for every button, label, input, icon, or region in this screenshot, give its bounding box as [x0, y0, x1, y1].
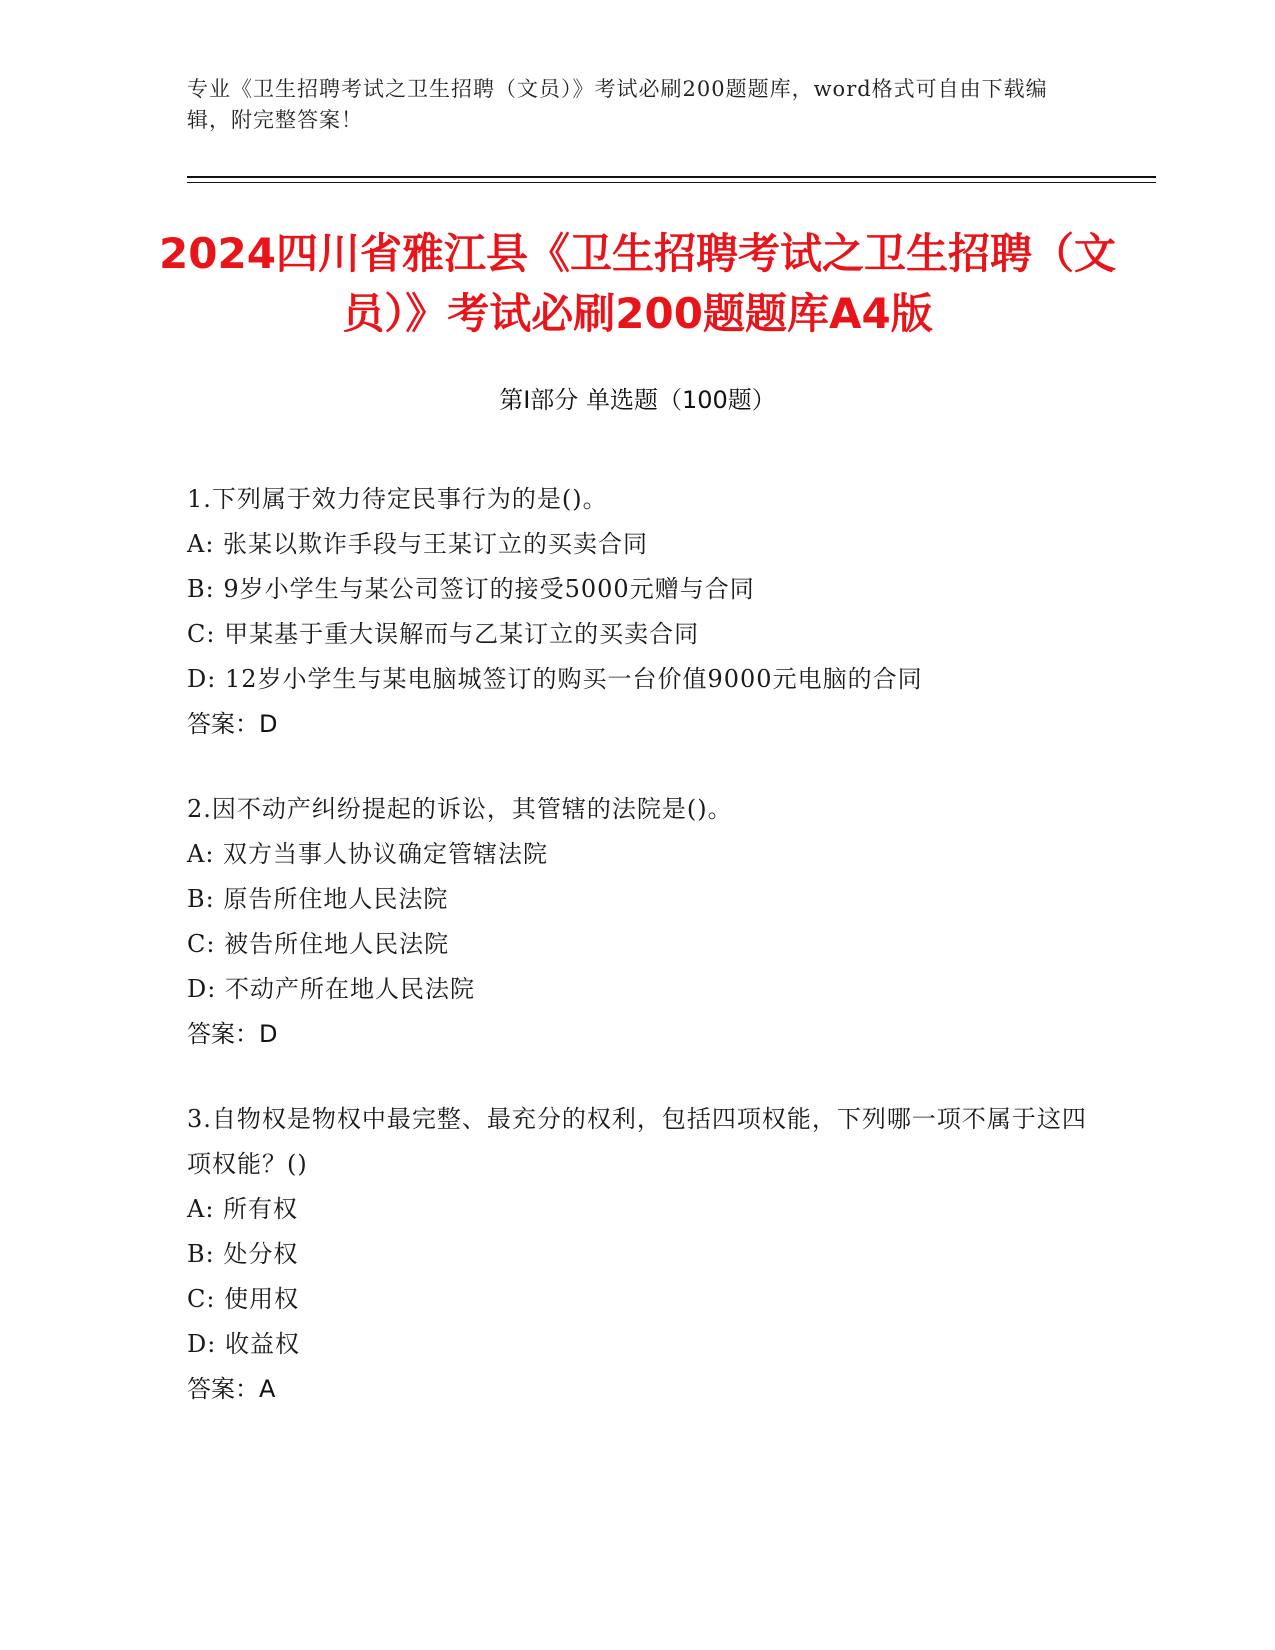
option-a: A: 双方当事人协议确定管辖法院 — [187, 840, 549, 868]
option-b: B: 原告所住地人民法院 — [187, 885, 449, 913]
option-a: A: 所有权 — [187, 1195, 299, 1223]
option-b: B: 9岁小学生与某公司签订的接受5000元赠与合同 — [187, 575, 755, 603]
section-heading: 第I部分 单选题（100题） — [499, 386, 776, 414]
answer-line: 答案：D — [187, 710, 278, 738]
option-a: A: 张某以欺诈手段与王某订立的买卖合同 — [187, 530, 649, 558]
question-3 — [187, 1097, 1087, 1412]
option-c: C: 使用权 — [187, 1285, 300, 1313]
option-c: C: 被告所住地人民法院 — [187, 930, 450, 958]
document-intro: 专业《卫生招聘考试之卫生招聘（文员）》考试必刷200题题库，word格式可自由下载编辑，附完整答案！ — [187, 77, 1048, 132]
option-d: D: 12岁小学生与某电脑城签订的购买一台价值9000元电脑的合同 — [187, 665, 923, 693]
document-title: 2024四川省雅江县《卫生招聘考试之卫生招聘（文员）》考试必刷200题题库A4版 — [159, 229, 1116, 338]
answer-line: 答案：A — [187, 1375, 276, 1403]
option-c: C: 甲某基于重大误解而与乙某订立的买卖合同 — [187, 620, 700, 648]
option-d: D: 收益权 — [187, 1330, 300, 1358]
question-stem: 2.因不动产纠纷提起的诉讼，其管辖的法院是()。 — [187, 795, 733, 823]
question-stem: 1.下列属于效力待定民事行为的是()。 — [187, 485, 608, 513]
header-divider-thin — [187, 182, 1156, 183]
answer-line: 答案：D — [187, 1020, 278, 1048]
question-stem: 3.自物权是物权中最完整、最充分的权利，包括四项权能，下列哪一项不属于这四项权能？() — [187, 1105, 1087, 1178]
option-b: B: 处分权 — [187, 1240, 299, 1268]
header-divider-thick — [187, 176, 1156, 178]
question-2 — [187, 787, 1087, 1057]
question-list — [187, 477, 1087, 1452]
option-d: D: 不动产所在地人民法院 — [187, 975, 475, 1003]
question-1 — [187, 477, 1087, 747]
